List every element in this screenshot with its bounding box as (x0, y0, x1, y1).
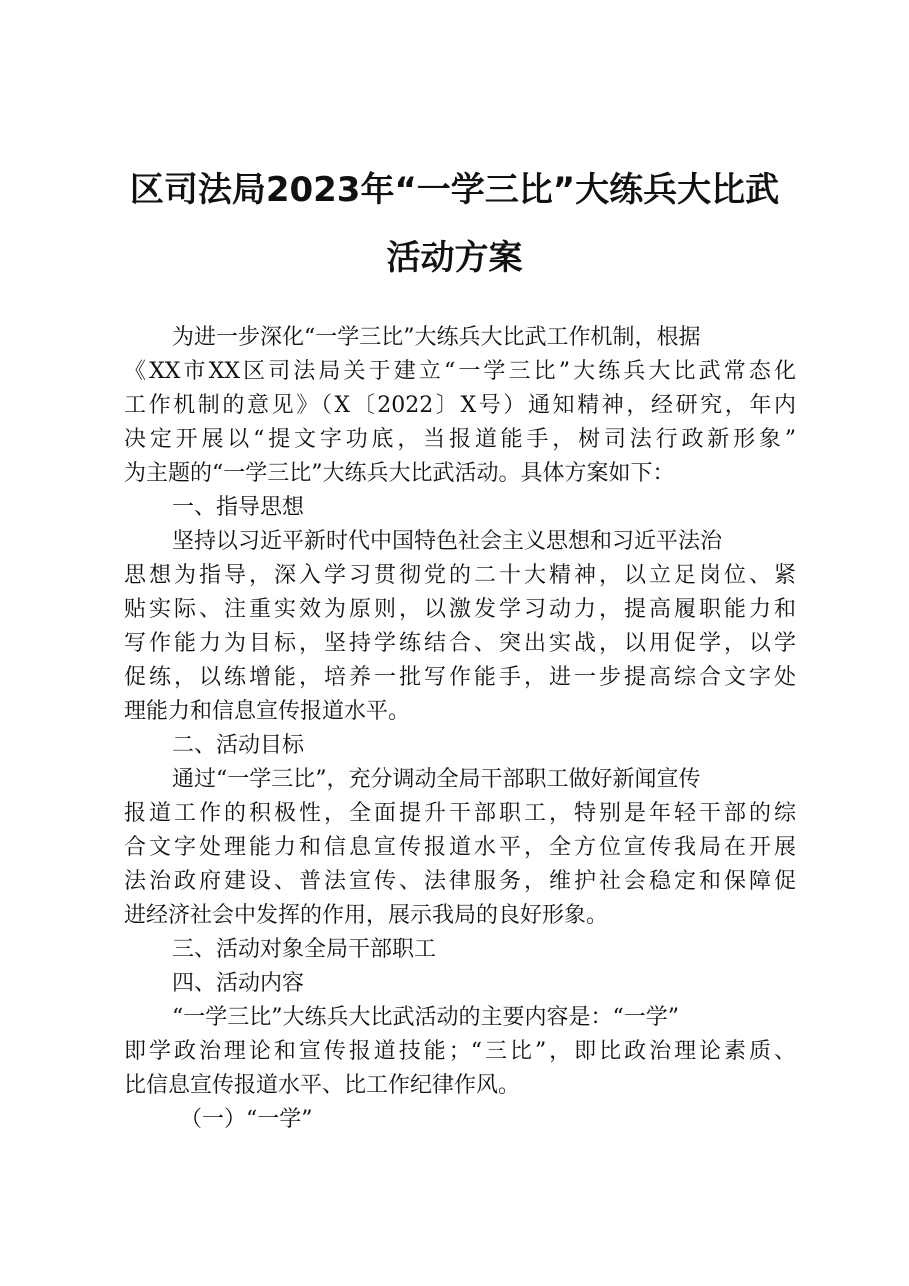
section1-line-6: 理能力和信息宣传报道水平。 (124, 699, 411, 724)
document-title-line-2: 活动方案 (386, 238, 523, 278)
document-title-line-1: 区司法局2023年“一学三比”大练兵大比武 (129, 170, 780, 210)
section-heading-activity-content: 四、活动内容 (172, 971, 305, 996)
section2-line-4: 法治政府建设、普法宣传、法律服务，维护社会稳定和保障促 (124, 869, 796, 894)
subsection-heading-yi-xue: （一）“一学” (180, 1107, 313, 1132)
intro-line-3: 工作机制的意见》（X〔2022〕X号）通知精神，经研究，年内 (124, 393, 796, 418)
section4-line-2: 即学政治理论和宣传报道技能；“三比”，即比政治理论素质、 (124, 1039, 796, 1064)
section1-line-3: 贴实际、注重实效为原则，以激发学习动力，提高履职能力和 (124, 597, 796, 622)
section1-line-1: 坚持以习近平新时代中国特色社会主义思想和习近平法治 (172, 529, 723, 554)
section-heading-guiding-thought: 一、指导思想 (172, 495, 305, 520)
section2-line-2: 报道工作的积极性，全面提升干部职工，特别是年轻干部的综 (124, 801, 796, 826)
intro-line-1: 为进一步深化“一学三比”大练兵大比武工作机制，根据 (172, 325, 701, 350)
section1-line-5: 促练，以练增能，培养一批写作能手，进一步提高综合文字处 (124, 665, 796, 690)
section2-line-5: 进经济社会中发挥的作用，展示我局的良好形象。 (124, 903, 609, 928)
section2-line-3: 合文字处理能力和信息宣传报道水平，全方位宣传我局在开展 (124, 835, 796, 860)
intro-line-5: 为主题的“一学三比”大练兵大比武活动。具体方案如下： (124, 461, 675, 486)
section4-line-3: 比信息宣传报道水平、比工作纪律作风。 (124, 1073, 521, 1098)
section1-line-2: 思想为指导，深入学习贯彻党的二十大精神，以立足岗位、紧 (124, 563, 796, 588)
intro-line-4: 决定开展以“提文字功底，当报道能手，树司法行政新形象” (124, 427, 796, 452)
section4-line-1: “一学三比”大练兵大比武活动的主要内容是：“一学” (172, 1005, 679, 1030)
section1-line-4: 写作能力为目标，坚持学练结合、突出实战，以用促学，以学 (124, 631, 796, 656)
section-heading-activity-goals: 二、活动目标 (172, 733, 305, 758)
intro-line-2: 《XX市XX区司法局关于建立“一学三比”大练兵大比武常态化 (124, 359, 796, 384)
section2-line-1: 通过“一学三比”，充分调动全局干部职工做好新闻宣传 (172, 767, 701, 792)
section-heading-activity-targets: 三、活动对象全局干部职工 (172, 937, 437, 962)
